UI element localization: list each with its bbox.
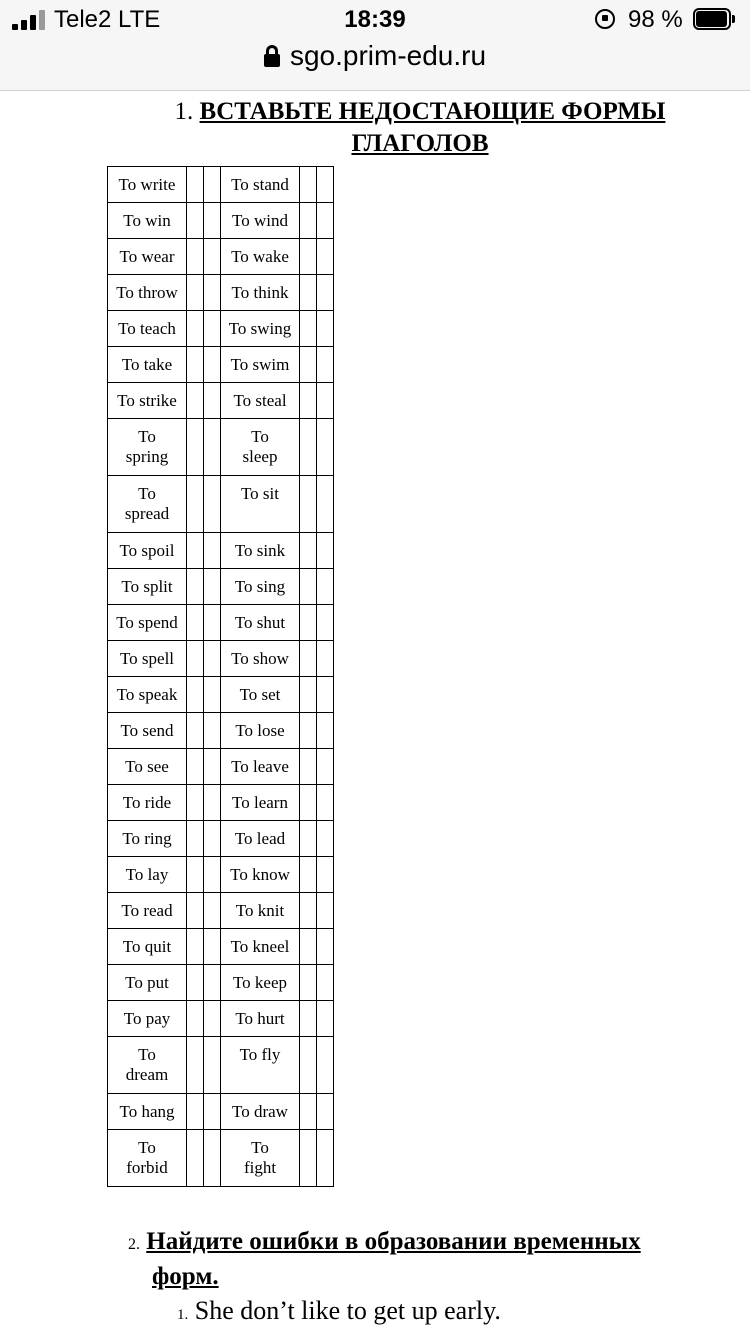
answer-cell[interactable] bbox=[300, 677, 317, 713]
answer-cell[interactable] bbox=[300, 419, 317, 476]
answer-cell[interactable] bbox=[300, 1001, 317, 1037]
verb-cell-left: To see bbox=[108, 749, 187, 785]
verb-cell-left: To spring bbox=[108, 419, 187, 476]
answer-cell[interactable] bbox=[317, 569, 334, 605]
answer-cell[interactable] bbox=[317, 311, 334, 347]
verb-cell-right: To steal bbox=[221, 383, 300, 419]
answer-cell[interactable] bbox=[187, 533, 204, 569]
verb-cell-left: To read bbox=[108, 893, 187, 929]
verb-cell-left: To write bbox=[108, 167, 187, 203]
answer-cell[interactable] bbox=[300, 605, 317, 641]
table-row bbox=[108, 533, 334, 569]
browser-chrome bbox=[0, 0, 750, 91]
table-row bbox=[108, 785, 334, 821]
verb-cell-right: To swing bbox=[221, 311, 300, 347]
exercise-item-text: She don’t like to get up early. bbox=[194, 1296, 501, 1325]
table-row bbox=[108, 641, 334, 677]
exercise-item-number: 1. bbox=[177, 1307, 189, 1323]
answer-cell[interactable] bbox=[317, 167, 334, 203]
answer-cell[interactable] bbox=[204, 275, 221, 311]
table-row bbox=[108, 965, 334, 1001]
answer-cell[interactable] bbox=[317, 713, 334, 749]
answer-cell[interactable] bbox=[204, 239, 221, 275]
answer-cell[interactable] bbox=[300, 347, 317, 383]
answer-cell[interactable] bbox=[317, 965, 334, 1001]
verb-cell-left: To speak bbox=[108, 677, 187, 713]
verb-cell-right: To wind bbox=[221, 203, 300, 239]
answer-cell[interactable] bbox=[204, 605, 221, 641]
verb-cell-right: To fly bbox=[221, 1037, 300, 1094]
table-row bbox=[108, 419, 334, 476]
answer-cell[interactable] bbox=[317, 347, 334, 383]
table-row bbox=[108, 1037, 334, 1094]
answer-cell[interactable] bbox=[187, 677, 204, 713]
answer-cell[interactable] bbox=[317, 239, 334, 275]
answer-cell[interactable] bbox=[187, 965, 204, 1001]
answer-cell[interactable] bbox=[187, 419, 204, 476]
verb-cell-right: To knit bbox=[221, 893, 300, 929]
table-row bbox=[108, 677, 334, 713]
answer-cell[interactable] bbox=[204, 1094, 221, 1130]
section2-heading bbox=[128, 1226, 688, 1293]
answer-cell[interactable] bbox=[204, 929, 221, 965]
answer-cell[interactable] bbox=[317, 533, 334, 569]
verb-forms-table bbox=[107, 166, 334, 1187]
answer-cell[interactable] bbox=[187, 893, 204, 929]
answer-cell[interactable] bbox=[204, 167, 221, 203]
answer-cell[interactable] bbox=[204, 311, 221, 347]
table-row bbox=[108, 275, 334, 311]
answer-cell[interactable] bbox=[317, 1037, 334, 1094]
answer-cell[interactable] bbox=[300, 311, 317, 347]
verb-cell-right: To draw bbox=[221, 1094, 300, 1130]
section1-title-line2: ГЛАГОЛОВ bbox=[351, 130, 489, 157]
answer-cell[interactable] bbox=[204, 1130, 221, 1187]
answer-cell[interactable] bbox=[204, 785, 221, 821]
verb-cell-right: To sink bbox=[221, 533, 300, 569]
verb-cell-left: To lay bbox=[108, 857, 187, 893]
answer-cell[interactable] bbox=[300, 785, 317, 821]
answer-cell[interactable] bbox=[187, 476, 204, 533]
verb-cell-left: To put bbox=[108, 965, 187, 1001]
answer-cell[interactable] bbox=[317, 929, 334, 965]
answer-cell[interactable] bbox=[300, 893, 317, 929]
table-row bbox=[108, 749, 334, 785]
answer-cell[interactable] bbox=[204, 749, 221, 785]
table-row bbox=[108, 1001, 334, 1037]
answer-cell[interactable] bbox=[300, 203, 317, 239]
answer-cell[interactable] bbox=[317, 857, 334, 893]
verb-cell-right: To swim bbox=[221, 347, 300, 383]
section1-number: 1. bbox=[174, 98, 194, 125]
exercise-item bbox=[177, 1296, 501, 1326]
answer-cell[interactable] bbox=[317, 1001, 334, 1037]
answer-cell[interactable] bbox=[317, 605, 334, 641]
table-row bbox=[108, 821, 334, 857]
verb-cell-right: To sit bbox=[221, 476, 300, 533]
verb-cell-left: To quit bbox=[108, 929, 187, 965]
answer-cell[interactable] bbox=[317, 419, 334, 476]
battery-percent: 98 % bbox=[628, 6, 683, 33]
answer-cell[interactable] bbox=[187, 1130, 204, 1187]
answer-cell[interactable] bbox=[300, 641, 317, 677]
lock-icon bbox=[264, 45, 280, 67]
answer-cell[interactable] bbox=[300, 476, 317, 533]
answer-cell[interactable] bbox=[187, 569, 204, 605]
battery-icon bbox=[693, 8, 735, 30]
table-row bbox=[108, 383, 334, 419]
answer-cell[interactable] bbox=[300, 569, 317, 605]
answer-cell[interactable] bbox=[317, 1130, 334, 1187]
answer-cell[interactable] bbox=[204, 965, 221, 1001]
verb-cell-left: To spoil bbox=[108, 533, 187, 569]
verb-cell-right: To hurt bbox=[221, 1001, 300, 1037]
table-row bbox=[108, 311, 334, 347]
answer-cell[interactable] bbox=[204, 1001, 221, 1037]
verb-cell-right: To sleep bbox=[221, 419, 300, 476]
answer-cell[interactable] bbox=[204, 677, 221, 713]
verb-cell-right: To kneel bbox=[221, 929, 300, 965]
verb-cell-left: To wear bbox=[108, 239, 187, 275]
verb-cell-left: To hang bbox=[108, 1094, 187, 1130]
answer-cell[interactable] bbox=[300, 857, 317, 893]
answer-cell[interactable] bbox=[300, 533, 317, 569]
table-row bbox=[108, 476, 334, 533]
answer-cell[interactable] bbox=[187, 1094, 204, 1130]
answer-cell[interactable] bbox=[300, 821, 317, 857]
verb-cell-right: To keep bbox=[221, 965, 300, 1001]
table-row bbox=[108, 605, 334, 641]
clock: 18:39 bbox=[344, 6, 406, 33]
answer-cell[interactable] bbox=[317, 476, 334, 533]
verb-cell-left: To spend bbox=[108, 605, 187, 641]
url-text[interactable]: sgo.prim-edu.ru bbox=[289, 40, 487, 71]
table-row bbox=[108, 167, 334, 203]
answer-cell[interactable] bbox=[187, 749, 204, 785]
answer-cell[interactable] bbox=[187, 857, 204, 893]
answer-cell[interactable] bbox=[300, 1130, 317, 1187]
answer-cell[interactable] bbox=[300, 713, 317, 749]
answer-cell[interactable] bbox=[204, 383, 221, 419]
answer-cell[interactable] bbox=[204, 713, 221, 749]
table-row bbox=[108, 239, 334, 275]
answer-cell[interactable] bbox=[317, 677, 334, 713]
answer-cell[interactable] bbox=[187, 1037, 204, 1094]
verb-cell-left: To forbid bbox=[108, 1130, 187, 1187]
answer-cell[interactable] bbox=[317, 893, 334, 929]
answer-cell[interactable] bbox=[187, 275, 204, 311]
verb-cell-left: To win bbox=[108, 203, 187, 239]
verb-cell-right: To shut bbox=[221, 605, 300, 641]
table-row bbox=[108, 1130, 334, 1187]
verb-cell-right: To learn bbox=[221, 785, 300, 821]
answer-cell[interactable] bbox=[300, 275, 317, 311]
answer-cell[interactable] bbox=[187, 821, 204, 857]
answer-cell[interactable] bbox=[187, 713, 204, 749]
answer-cell[interactable] bbox=[317, 641, 334, 677]
table-row bbox=[108, 203, 334, 239]
answer-cell[interactable] bbox=[204, 476, 221, 533]
answer-cell[interactable] bbox=[204, 857, 221, 893]
answer-cell[interactable] bbox=[317, 383, 334, 419]
section2-title-line2: форм. bbox=[152, 1263, 219, 1290]
answer-cell[interactable] bbox=[204, 821, 221, 857]
rotation-lock-icon bbox=[595, 9, 615, 29]
verb-cell-right: To show bbox=[221, 641, 300, 677]
answer-cell[interactable] bbox=[317, 785, 334, 821]
verb-cell-left: To dream bbox=[108, 1037, 187, 1094]
answer-cell[interactable] bbox=[204, 419, 221, 476]
table-row bbox=[108, 569, 334, 605]
table-row bbox=[108, 713, 334, 749]
answer-cell[interactable] bbox=[187, 641, 204, 677]
section2-number: 2. bbox=[128, 1236, 140, 1253]
answer-cell[interactable] bbox=[187, 239, 204, 275]
answer-cell[interactable] bbox=[300, 929, 317, 965]
answer-cell[interactable] bbox=[204, 533, 221, 569]
verb-cell-left: To ring bbox=[108, 821, 187, 857]
verb-cell-left: To send bbox=[108, 713, 187, 749]
table-row bbox=[108, 929, 334, 965]
verb-cell-left: To throw bbox=[108, 275, 187, 311]
answer-cell[interactable] bbox=[300, 167, 317, 203]
answer-cell[interactable] bbox=[187, 1001, 204, 1037]
answer-cell[interactable] bbox=[204, 1037, 221, 1094]
answer-cell[interactable] bbox=[317, 203, 334, 239]
answer-cell[interactable] bbox=[187, 605, 204, 641]
answer-cell[interactable] bbox=[317, 749, 334, 785]
answer-cell[interactable] bbox=[187, 203, 204, 239]
verb-cell-left: To strike bbox=[108, 383, 187, 419]
table-row bbox=[108, 857, 334, 893]
answer-cell[interactable] bbox=[300, 239, 317, 275]
answer-cell[interactable] bbox=[204, 347, 221, 383]
verb-cell-right: To set bbox=[221, 677, 300, 713]
verb-cell-right: To know bbox=[221, 857, 300, 893]
answer-cell[interactable] bbox=[187, 383, 204, 419]
carrier-label: Tele2 LTE bbox=[54, 6, 161, 33]
answer-cell[interactable] bbox=[187, 929, 204, 965]
section1-heading bbox=[155, 96, 685, 160]
answer-cell[interactable] bbox=[317, 275, 334, 311]
verb-cell-right: To stand bbox=[221, 167, 300, 203]
answer-cell[interactable] bbox=[300, 383, 317, 419]
answer-cell[interactable] bbox=[187, 311, 204, 347]
verb-cell-right: To leave bbox=[221, 749, 300, 785]
answer-cell[interactable] bbox=[300, 1094, 317, 1130]
verb-cell-left: To teach bbox=[108, 311, 187, 347]
answer-cell[interactable] bbox=[300, 1037, 317, 1094]
status-bar bbox=[0, 0, 750, 40]
answer-cell[interactable] bbox=[317, 1094, 334, 1130]
table-row bbox=[108, 347, 334, 383]
verb-cell-left: To spell bbox=[108, 641, 187, 677]
answer-cell[interactable] bbox=[204, 641, 221, 677]
answer-cell[interactable] bbox=[187, 167, 204, 203]
answer-cell[interactable] bbox=[317, 821, 334, 857]
section1-title-line1: ВСТАВЬТЕ НЕДОСТАЮЩИЕ ФОРМЫ bbox=[199, 98, 666, 125]
verb-cell-right: To sing bbox=[221, 569, 300, 605]
answer-cell[interactable] bbox=[204, 893, 221, 929]
table-row bbox=[108, 893, 334, 929]
verb-cell-left: To spread bbox=[108, 476, 187, 533]
verb-cell-right: To wake bbox=[221, 239, 300, 275]
answer-cell[interactable] bbox=[187, 347, 204, 383]
verb-cell-right: To think bbox=[221, 275, 300, 311]
verb-cell-left: To split bbox=[108, 569, 187, 605]
table-row bbox=[108, 1094, 334, 1130]
section2-title-line1: Найдите ошибки в образовании временных bbox=[146, 1228, 641, 1255]
verb-cell-right: To fight bbox=[221, 1130, 300, 1187]
answer-cell[interactable] bbox=[300, 749, 317, 785]
verb-cell-left: To ride bbox=[108, 785, 187, 821]
verb-cell-left: To pay bbox=[108, 1001, 187, 1037]
verb-cell-right: To lose bbox=[221, 713, 300, 749]
verb-cell-right: To lead bbox=[221, 821, 300, 857]
address-bar[interactable] bbox=[0, 40, 750, 82]
answer-cell[interactable] bbox=[204, 203, 221, 239]
answer-cell[interactable] bbox=[187, 785, 204, 821]
answer-cell[interactable] bbox=[204, 569, 221, 605]
verb-cell-left: To take bbox=[108, 347, 187, 383]
answer-cell[interactable] bbox=[300, 965, 317, 1001]
